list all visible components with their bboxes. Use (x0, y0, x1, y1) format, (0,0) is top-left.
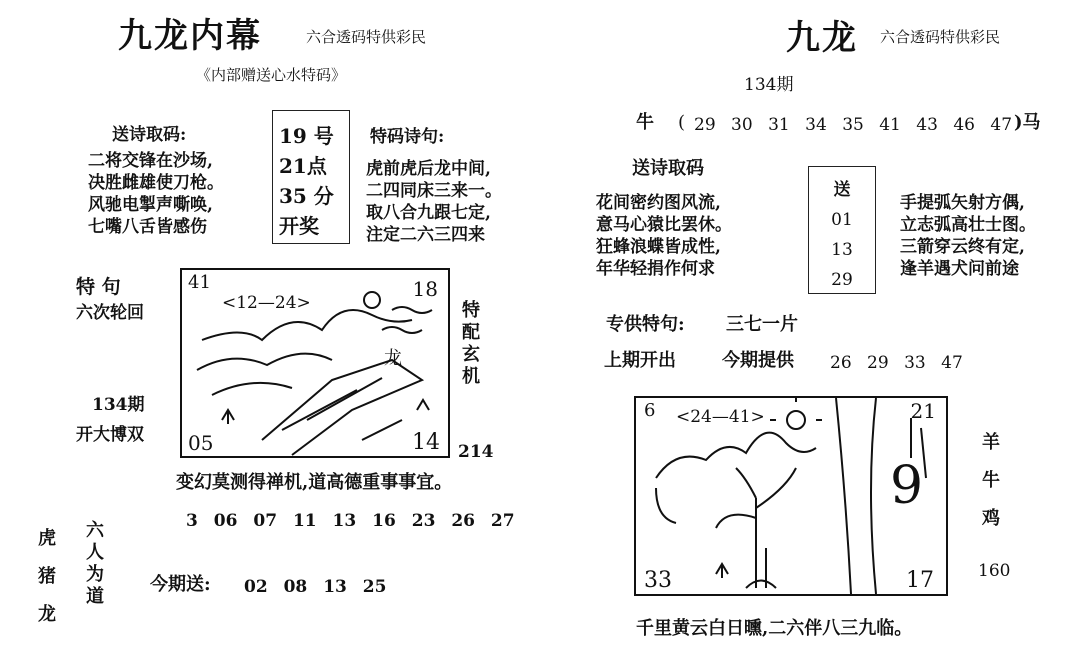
number: 11 (292, 511, 317, 531)
special-poem-line: 虎前虎后龙中间, (366, 159, 491, 179)
left-poem-line: 七嘴八舌皆感伤 (88, 217, 207, 237)
right-poem-line: 花间密约图风流, (596, 193, 721, 213)
draw-day: 19 号 (279, 124, 334, 148)
right-poem-line: 意马心猿比罢休。 (596, 215, 732, 235)
send-box (808, 166, 876, 294)
right-sketch-tl: 6 (644, 400, 656, 421)
send-number-list (244, 576, 396, 598)
ox-number: 29 (694, 115, 716, 135)
special-poem-label: 特码诗句: (370, 127, 445, 147)
number: 26 (451, 511, 475, 531)
left-issue-text: 开大博双 (76, 425, 144, 445)
horse-label: )马 (1014, 112, 1041, 133)
right-sketch-range: <24—41> (676, 407, 765, 427)
animal-pig: 猪 (38, 566, 56, 587)
provide-number-list (830, 352, 973, 374)
left-issue: 134期 (92, 395, 145, 415)
provide-label: 今期提供 (722, 350, 794, 371)
animal-dragon: 龙 (38, 604, 56, 625)
right-poem-line: 三箭穿云终有定, (900, 237, 1025, 257)
right-poem-line: 逢羊遇犬问前途 (900, 259, 1019, 279)
six-people-text: 六人为道 (83, 520, 104, 608)
ox-label: 牛 (636, 112, 654, 133)
right-poem-line: 年华轻捐作何求 (596, 259, 715, 279)
special-poem-line: 取八合九跟七定, (366, 203, 491, 223)
number: 13 (332, 511, 357, 531)
animal-tiger: 虎 (38, 528, 56, 549)
last-label: 上期开出 (604, 350, 676, 371)
send-number: 08 (283, 577, 308, 597)
left-poem-line: 风驰电掣声嘶唤, (88, 195, 213, 215)
left-poem-line: 二将交锋在沙场, (88, 151, 213, 171)
left-poem-label: 送诗取码: (112, 125, 187, 145)
animal-rooster: 鸡 (982, 508, 1000, 529)
provide-number: 47 (941, 353, 963, 373)
left-title: 九龙内幕 (118, 16, 262, 56)
send-box-label: 送 (833, 180, 851, 200)
number: 16 (372, 511, 396, 531)
special-poem-line: 二四同床三来一。 (366, 181, 502, 201)
special-poem (366, 158, 502, 246)
animal-ox: 牛 (982, 470, 1000, 491)
right-subtitle: 六合透码特供彩民 (880, 28, 1001, 46)
right-bottom-poem: 千里黄云白日曛,二六伴八三九临。 (636, 618, 913, 639)
ox-number: 30 (731, 115, 753, 135)
left-sketch-tl: 41 (188, 272, 211, 293)
right-special-label: 专供特句: (606, 314, 685, 335)
left-poem (88, 150, 224, 238)
ox-number: 47 (990, 115, 1013, 135)
ox-number: 31 (768, 115, 790, 135)
right-side-animals (982, 424, 1000, 538)
right-poem-line: 手提弧矢射方偶, (900, 193, 1025, 213)
left-sketch (180, 268, 450, 458)
left-bottom-poem: 变幻莫测得禅机,道高德重事事宜。 (176, 472, 453, 493)
right-poem-right (900, 192, 1036, 280)
provide-number: 26 (830, 353, 852, 373)
provide-number: 33 (904, 353, 926, 373)
right-poem-label: 送诗取码 (632, 158, 704, 179)
draw-label: 开奖 (279, 214, 319, 238)
send-box-number: 01 (831, 210, 853, 230)
ox-number-list (694, 114, 1022, 136)
ox-number: 46 (953, 115, 975, 135)
right-poem-line: 狂蜂浪蝶皆成性, (596, 237, 721, 257)
send-box-number: 29 (831, 270, 853, 290)
right-special-value: 三七一片 (726, 314, 798, 335)
number: 3 (186, 511, 198, 531)
right-issue: 134期 (744, 75, 794, 95)
number: 23 (411, 511, 436, 531)
right-poem-left (596, 192, 732, 280)
right-sketch-bl: 33 (644, 568, 672, 593)
send-number: 13 (323, 577, 347, 597)
left-poem-line: 决胜雌雄使刀枪。 (88, 173, 224, 193)
draw-minute: 35 分 (279, 184, 334, 208)
right-sketch-nine: 9 (890, 456, 924, 516)
send-label: 今期送: (150, 574, 211, 595)
ox-number: 43 (916, 115, 938, 135)
provide-number: 29 (867, 353, 889, 373)
number: 07 (253, 511, 278, 531)
left-sketch-bl: 05 (188, 431, 214, 455)
send-box-number: 13 (831, 240, 853, 260)
ox-number: 41 (879, 115, 901, 135)
draw-time-box (272, 110, 350, 244)
right-sketch-tr: 21 (910, 399, 936, 423)
side-vertical-text: 特配玄机 (459, 300, 480, 388)
draw-hour: 21点 (279, 154, 327, 178)
animal-column (38, 520, 56, 634)
right-sketch (634, 396, 948, 596)
number: 27 (490, 511, 515, 531)
ox-number: 34 (805, 115, 827, 135)
left-note: 《内部赠送心水特码》 (196, 66, 347, 84)
left-subtitle: 六合透码特供彩民 (306, 28, 427, 46)
number: 06 (213, 511, 238, 531)
right-title: 九龙 (786, 18, 858, 58)
animal-sheep: 羊 (982, 432, 1000, 453)
right-sketch-br: 17 (906, 568, 934, 593)
send-number: 02 (244, 577, 268, 597)
left-sketch-tr: 18 (412, 277, 438, 301)
right-poem-line: 立志弧高壮士图。 (900, 215, 1036, 235)
special-poem-line: 注定二六三四来 (366, 225, 485, 245)
te-ju-value: 六次轮回 (76, 303, 144, 323)
open-paren: ( (678, 112, 686, 133)
ox-number: 35 (842, 115, 864, 135)
send-number: 25 (362, 577, 387, 597)
te-ju-label: 特 句 (76, 276, 121, 298)
left-sketch-br: 14 (412, 430, 440, 455)
left-sketch-dragon: 龙 (384, 348, 402, 369)
left-number-list (186, 510, 525, 532)
right-side-number: 160 (978, 561, 1011, 581)
left-sketch-range: <12—24> (222, 293, 311, 313)
left-side-number: 214 (458, 442, 494, 462)
